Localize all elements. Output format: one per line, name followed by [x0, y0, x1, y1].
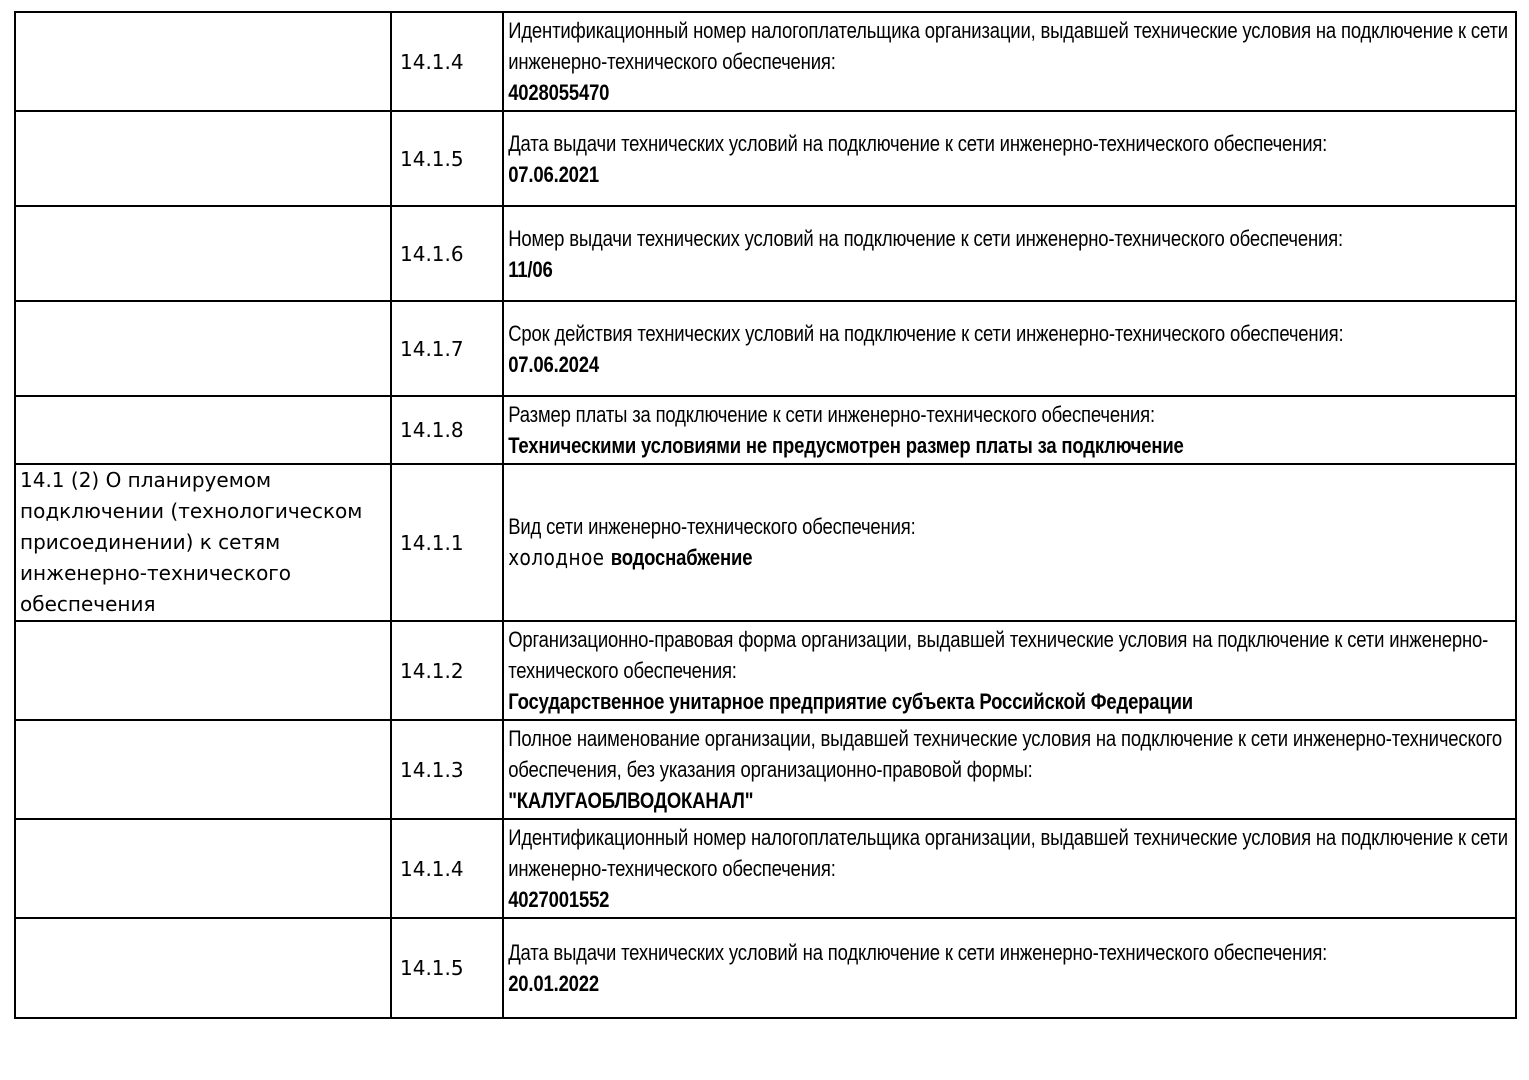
item-label: Дата выдачи технических условий на подключение к сети инженерно-технического обеспечения: [508, 130, 1328, 156]
item-number-cell [391, 206, 503, 301]
item-number-cell [391, 621, 503, 720]
item-value-part: Государственное унитарное предприятие субъекта Российской Федерации [508, 689, 1193, 714]
item-number: 14.1.5 [400, 146, 464, 171]
section-cell [15, 819, 391, 918]
section-cell [15, 396, 391, 464]
item-label: Срок действия технических условий на подключение к сети инженерно-технического обеспечения: [508, 320, 1344, 346]
table-row [15, 621, 1516, 720]
item-content [504, 126, 1515, 192]
item-number-cell [391, 111, 503, 206]
item-label: Дата выдачи технических условий на подключение к сети инженерно-технического обеспечения: [508, 940, 1328, 965]
item-number: 14.1.8 [400, 418, 464, 442]
item-content-cell [503, 720, 1516, 819]
item-value [508, 542, 1510, 574]
table-row [15, 206, 1516, 301]
item-value-part: "КАЛУГАОБЛВОДОКАНАЛ" [508, 788, 754, 813]
item-content [504, 622, 1515, 719]
item-label: Размер платы за подключение к сети инженерно-технического обеспечения: [508, 402, 1155, 427]
item-number: 14.1.3 [400, 757, 464, 782]
item-value-part: 4027001552 [508, 887, 610, 912]
item-content [504, 509, 1515, 576]
item-content-cell [503, 12, 1516, 111]
item-content-cell [503, 301, 1516, 396]
item-number: 14.1.4 [400, 856, 464, 881]
item-value [508, 77, 1510, 108]
item-value [508, 884, 1510, 915]
item-value [508, 349, 1510, 380]
item-value-part: Техническими условиями не предусмотрен размер платы за подключение [508, 433, 1184, 458]
item-value [508, 254, 1510, 285]
section-cell [15, 464, 391, 621]
item-number: 14.1.1 [400, 530, 464, 555]
item-content [504, 13, 1515, 110]
section-cell [15, 12, 391, 111]
item-content [504, 316, 1515, 382]
section-cell [15, 301, 391, 396]
item-number-cell [391, 464, 503, 621]
item-number-cell [391, 301, 503, 396]
item-label: Организационно-правовая форма организации, выдавшей технические условия на подключение к сети инженерно-технического обеспечения: [508, 627, 1489, 683]
section-label: 14.1 (2) О планируемом подключении (технологическом присоединении) к сетям инженерно-технического обеспечения [20, 468, 363, 616]
item-content-cell [503, 621, 1516, 720]
table-row [15, 396, 1516, 464]
item-value-part: 11/06 [508, 256, 553, 282]
item-value [508, 159, 1510, 190]
item-number: 14.1.7 [400, 336, 464, 361]
item-label: Номер выдачи технических условий на подключение к сети инженерно-технического обеспечения: [508, 225, 1343, 251]
item-value [508, 785, 1510, 816]
item-value-part: 4028055470 [508, 80, 610, 105]
item-number: 14.1.6 [400, 241, 464, 266]
item-label: Полное наименование организации, выдавшей технические условия на подключение к сети инженерно-технического обеспечения, без указания организационно-правовой формы: [508, 726, 1502, 782]
table-row [15, 12, 1516, 111]
section-cell [15, 206, 391, 301]
item-number-cell [391, 12, 503, 111]
item-content-cell [503, 396, 1516, 464]
item-number-cell [391, 396, 503, 464]
item-content [504, 820, 1515, 917]
item-content [504, 721, 1515, 818]
item-value [508, 686, 1510, 717]
item-number-cell [391, 720, 503, 819]
table-row [15, 720, 1516, 819]
item-content-cell [503, 206, 1516, 301]
item-content-cell [503, 819, 1516, 918]
section-cell [15, 111, 391, 206]
item-content [504, 935, 1515, 1001]
section-cell [15, 621, 391, 720]
item-number-cell [391, 819, 503, 918]
item-label: Идентификационный номер налогоплательщика организации, выдавшей технические условия на подключение к сети инженерно-технического обеспечения: [508, 825, 1508, 881]
item-content [504, 397, 1515, 463]
item-value-part: 07.06.2024 [508, 351, 600, 377]
section-cell [15, 720, 391, 819]
item-value-part: водоснабжение [610, 545, 753, 570]
item-number: 14.1.4 [400, 49, 464, 74]
table-row [15, 918, 1516, 1018]
item-value [508, 430, 1510, 461]
item-content-cell [503, 111, 1516, 206]
table-row [15, 464, 1516, 621]
section-cell [15, 918, 391, 1018]
item-number: 14.1.2 [400, 658, 464, 683]
table-row [15, 819, 1516, 918]
declaration-table [14, 11, 1517, 1019]
item-number-cell [391, 918, 503, 1018]
item-content-cell [503, 918, 1516, 1018]
item-value [508, 968, 1510, 999]
item-number: 14.1.5 [400, 956, 464, 980]
item-value-part: холодное [508, 546, 611, 571]
item-label: Вид сети инженерно-технического обеспечения: [508, 514, 916, 539]
table-row [15, 301, 1516, 396]
item-value-part: 07.06.2021 [508, 161, 600, 187]
item-value-part: 20.01.2022 [508, 971, 600, 996]
item-content [504, 221, 1515, 287]
table-row [15, 111, 1516, 206]
item-label: Идентификационный номер налогоплательщика организации, выдавшей технические условия на подключение к сети инженерно-технического обеспечения: [508, 18, 1508, 74]
table-body [15, 12, 1516, 1018]
item-content-cell [503, 464, 1516, 621]
